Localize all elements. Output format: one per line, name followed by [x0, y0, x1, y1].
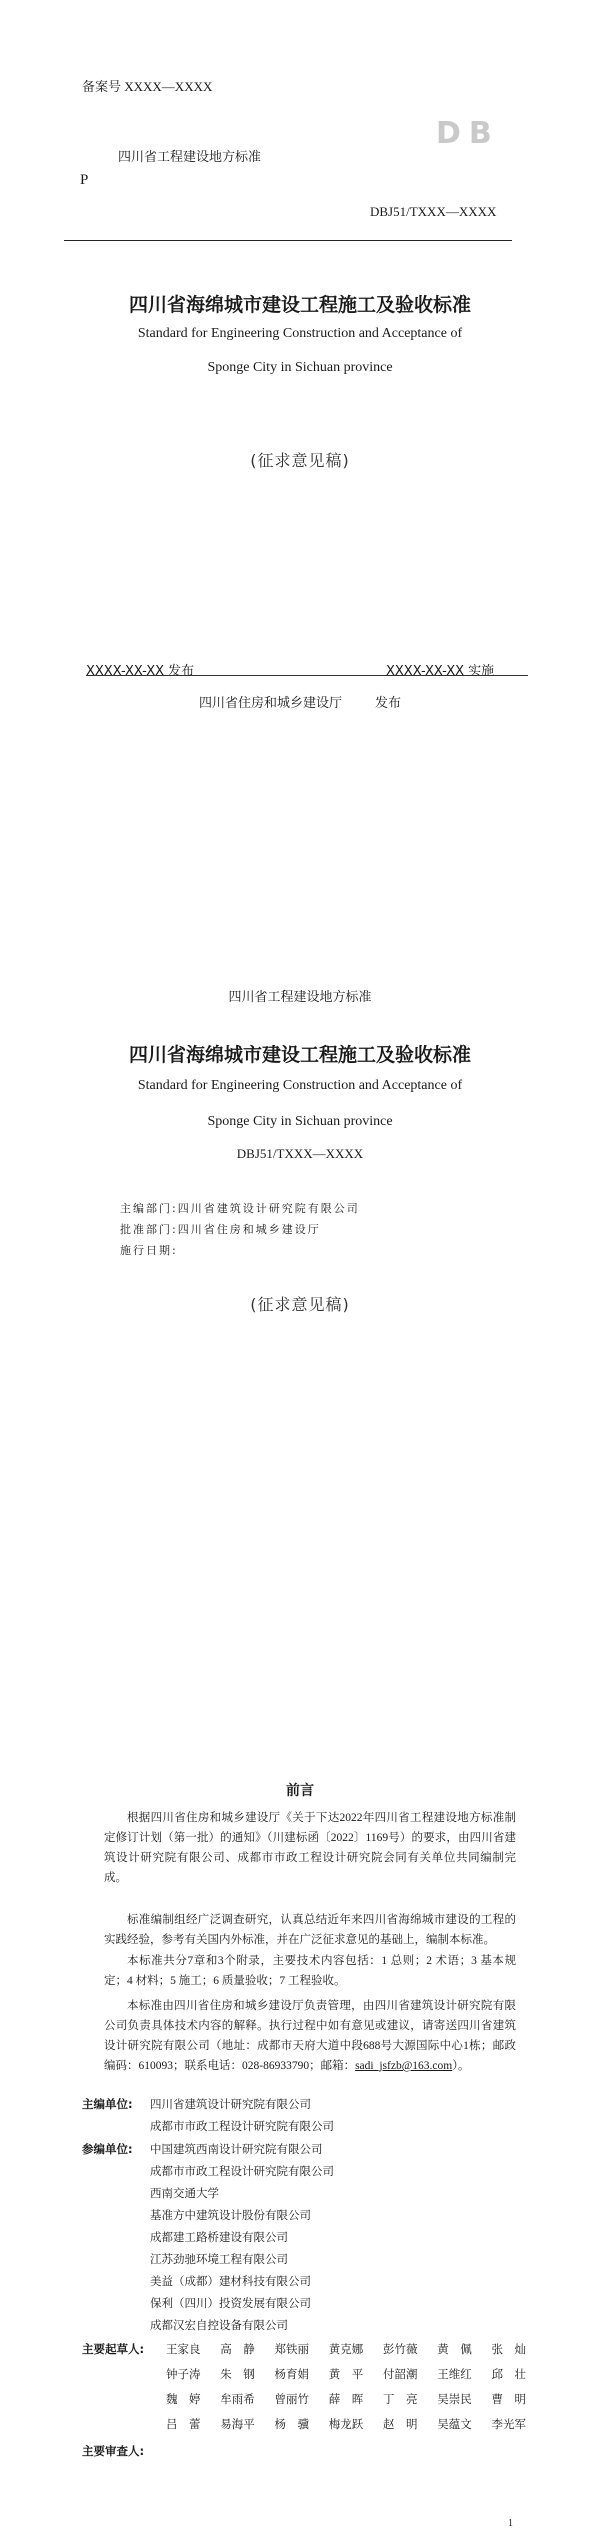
drafters-row-1 — [166, 2341, 526, 2357]
drafter-name: 薛 晖 — [328, 2394, 364, 2406]
effective-date: 施行日期: — [120, 1244, 178, 1257]
drafter-name: 吴崇民 — [437, 2394, 472, 2406]
drafter-name: 黄克娜 — [328, 2344, 364, 2356]
participant-unit: 基准方中建筑设计股份有限公司 — [150, 2210, 311, 2222]
cover-divider — [64, 240, 512, 241]
draft-label: (征求意见稿) — [250, 451, 350, 470]
inner-standard-code: DBJ51/TXXX—XXXX — [236, 1146, 364, 1161]
chief-unit: 成都市市政工程设计研究院有限公司 — [150, 2121, 334, 2133]
drafter-name: 钟子涛 — [166, 2369, 201, 2381]
standard-category: 四川省工程建设地方标准 — [118, 150, 262, 165]
contact-email-link[interactable]: sadi_jsfzb@163.com — [355, 2060, 453, 2072]
record-number: 备案号 XXXX—XXXX — [82, 79, 213, 94]
drafter-name: 朱 钢 — [220, 2369, 255, 2381]
drafters-label: 主要起草人: — [82, 2342, 145, 2356]
drafter-name: 曾丽竹 — [274, 2394, 309, 2406]
drafter-name: 高 静 — [220, 2344, 255, 2356]
participant-unit: 保利（四川）投资发展有限公司 — [150, 2298, 311, 2310]
reviewers-label: 主要审查人: — [82, 2444, 145, 2458]
drafter-name: 吴蕴文 — [437, 2419, 472, 2431]
drafters-row-2 — [166, 2366, 526, 2382]
drafter-name: 吕 蕾 — [166, 2419, 201, 2431]
participant-unit: 成都汉宏自控设备有限公司 — [150, 2320, 288, 2332]
db-logo: DB — [436, 116, 500, 151]
drafters-row-3 — [166, 2391, 526, 2407]
foreword-paragraph-2: 标准编制组经广泛调查研究，认真总结近年来四川省海绵城市建设的工程的实践经验，参考有关国内外标准，并在广泛征求意见的基础上，编制本标准。 — [104, 1914, 516, 1946]
drafter-name: 付韶潮 — [383, 2369, 418, 2381]
implement-date: XXXX-XX-XX 实施 — [386, 664, 495, 679]
participant-unit: 西南交通大学 — [150, 2188, 219, 2200]
drafter-name: 黄 佩 — [437, 2344, 472, 2356]
drafter-name: 张 灿 — [491, 2344, 526, 2356]
drafter-name: 梅龙跃 — [328, 2419, 364, 2431]
chief-unit-label: 主编单位: — [82, 2097, 133, 2111]
chief-unit: 四川省建筑设计研究院有限公司 — [150, 2099, 311, 2111]
drafter-name: 郑铁丽 — [274, 2344, 309, 2356]
participant-unit: 美益（成都）建材科技有限公司 — [150, 2276, 311, 2288]
drafter-name: 邱 壮 — [491, 2369, 526, 2381]
issuer: 四川省住房和城乡建设厅 发布 — [198, 696, 402, 711]
participant-unit: 成都市市政工程设计研究院有限公司 — [150, 2166, 334, 2178]
drafter-name: 王维红 — [437, 2369, 472, 2381]
inner-title-cn: 四川省海绵城市建设工程施工及验收标准 — [128, 1044, 471, 1066]
participant-unit: 中国建筑西南设计研究院有限公司 — [150, 2144, 323, 2156]
foreword-paragraph-1: 根据四川省住房和城乡建设厅《关于下达2022年四川省工程建设地方标准制定修订计划（第一批）的通知》（川建标函〔2022〕1169号）的要求，由四川省建筑设计研究院有限公司、成都市市政工程设计研究院会同有关单位共同编制完成。 — [104, 1812, 516, 1884]
foreword-paragraph-4-end: ）。 — [452, 2060, 470, 2072]
participant-unit: 成都建工路桥建设有限公司 — [150, 2232, 288, 2244]
inner-draft-label: (征求意见稿) — [250, 1295, 350, 1314]
publish-date: XXXX-XX-XX 发布 — [86, 664, 195, 679]
cover-title-cn: 四川省海绵城市建设工程施工及验收标准 — [128, 294, 471, 316]
participant-unit-label: 参编单位: — [82, 2142, 133, 2156]
foreword-paragraph-3: 本标准共分7章和3个附录，主要技术内容包括：1 总则；2 术语；3 基本规定；4 材料；5 施工；6 质量验收；7 工程验收。 — [104, 1955, 516, 1987]
foreword-paragraph-4-text: 本标准由四川省住房和城乡建设厅负责管理，由四川省建筑设计研究院有限公司负责具体技术内容的解释。执行过程中如有意见或建议，请寄送四川省建筑设计研究院有限公司（地址：成都市天府大道中段688号大源国际中心1栋；邮政编码：610093；联系电话：028-86933790；邮箱： — [104, 2000, 516, 2072]
cover-title-en-line2: Sponge City in Sichuan province — [207, 360, 393, 375]
page-number: 1 — [508, 2518, 513, 2529]
standard-code: DBJ51/TXXX—XXXX — [370, 204, 497, 219]
classification-mark: P — [80, 172, 89, 188]
foreword-title: 前言 — [286, 1783, 314, 1799]
approval-dept: 批准部门:四川省住房和城乡建设厅 — [120, 1223, 321, 1236]
drafter-name: 杨育娟 — [274, 2369, 309, 2381]
drafter-name: 易海平 — [220, 2419, 255, 2431]
inner-title-en-line2: Sponge City in Sichuan province — [207, 1114, 393, 1129]
inner-category: 四川省工程建设地方标准 — [228, 990, 372, 1005]
drafter-name: 赵 明 — [383, 2419, 418, 2431]
inner-title-en-line1: Standard for Engineering Construction and Acceptance of — [137, 1078, 463, 1093]
drafter-name: 李光军 — [491, 2419, 526, 2431]
drafter-name: 曹 明 — [491, 2394, 526, 2406]
cover-title-en-line1: Standard for Engineering Construction and Acceptance of — [137, 326, 463, 341]
participant-unit: 江苏劲驰环境工程有限公司 — [150, 2254, 288, 2266]
drafter-name: 杨 骥 — [274, 2419, 309, 2431]
drafter-name: 魏 婷 — [166, 2394, 201, 2406]
drafter-name: 彭竹薇 — [383, 2344, 418, 2356]
drafter-name: 牟雨希 — [220, 2394, 255, 2406]
drafter-name: 黄 平 — [328, 2369, 364, 2381]
drafter-name: 王家良 — [166, 2344, 201, 2356]
chief-editor-dept: 主编部门:四川省建筑设计研究院有限公司 — [120, 1202, 360, 1215]
drafter-name: 丁 亮 — [383, 2394, 418, 2406]
drafters-row-4 — [166, 2416, 526, 2432]
date-underline — [86, 675, 528, 676]
foreword-paragraph-4 — [104, 1996, 516, 2076]
